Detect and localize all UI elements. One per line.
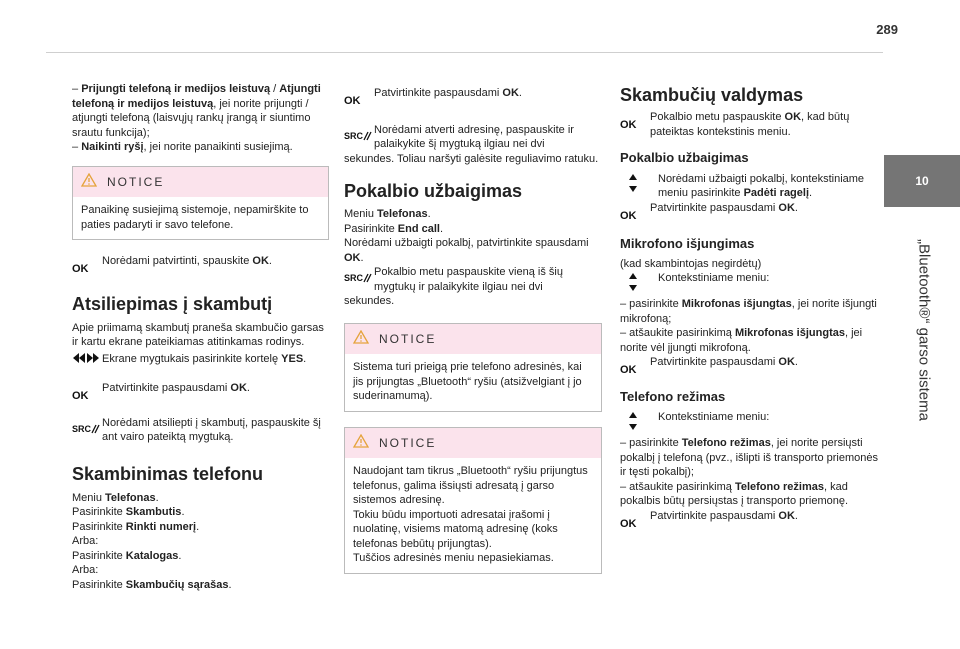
- list-item: – Prijungti telefoną ir medijos leistuvą / Atjungti telefoną ir medijos leistuvą, jei norite prijungti / atjungti telefoną (laisvųjų rankų įrangą ir siuntimo srautu funkcija);: [72, 83, 321, 139]
- call-steps: Meniu Telefonas. Pasirinkite Skambutis. Pasirinkite Rinkti numerį. Arba: Pasirinkite Katalogas. Arba: Pasirinkite Skambučių sąrašas.: [72, 491, 232, 591]
- answer-step-confirm: OK Patvirtinkite paspausdami OK.: [72, 382, 250, 402]
- warning-icon: [353, 330, 369, 349]
- arrows-left-right-icon: [72, 352, 102, 364]
- end-call-steering-continued: sekundes.: [344, 295, 395, 307]
- notice-header: [345, 428, 601, 459]
- list-item: – Naikinti ryšį, jei norite panaikinti susiejimą.: [72, 141, 293, 153]
- answer-step-steering: SRC Norėdami atsiliepti į skambutį, paspauskite šį ant vairo pateiktą mygtuką.: [72, 416, 321, 443]
- section-heading-call: Skambinimas telefonu: [72, 463, 264, 484]
- page-number: 289: [876, 22, 898, 37]
- subheading-end-call: Pokalbio užbaigimas: [620, 150, 749, 165]
- svg-text:SRC: SRC: [344, 130, 364, 141]
- end-call-steering-step: SRC Pokalbio metu paspauskite vieną iš šių mygtukų ir palaikykite ilgiau nei dvi: [344, 266, 563, 293]
- end-call-steps: Meniu Telefonas. Pasirinkite End call. Norėdami užbaigti pokalbį, patvirtinkite spausdami OK.: [344, 208, 589, 264]
- chapter-title: „Bluetooth®“ garso sistema: [915, 239, 933, 421]
- steering-wheel-src-icon: [72, 422, 102, 434]
- notice-label: NOTICE: [107, 174, 165, 189]
- contacts-step-continued: sekundes. Toliau naršyti galėsite reguliavimo ratuku.: [344, 152, 599, 165]
- ok-button-icon: OK: [620, 209, 637, 222]
- steering-wheel-src-icon: [344, 129, 374, 141]
- svg-text:SRC: SRC: [344, 273, 364, 283]
- notice-box: [344, 323, 602, 412]
- phone-mode-confirm-step: OK Patvirtinkite paspausdami OK.: [620, 509, 798, 530]
- end-call-select-step: Norėdami užbaigti pokalbį, kontekstiniame meniu pasirinkite Padėti ragelį.: [620, 172, 878, 201]
- notice-header: [345, 324, 601, 355]
- ok-button-icon: OK: [620, 119, 637, 131]
- notice-label: NOTICE: [379, 331, 437, 346]
- ok-button-icon: OK: [72, 263, 89, 275]
- notice-text: Naudojant tam tikrus „Bluetooth“ ryšiu prijungtus telefonus, galima išsiųsti adresatą į garso sistemos adresinę. Tokiu būdu importuoti adresatai įrašomi į nuolatinę, visiems matomą adresinę (koks telefonas bebūtų prijungtas). Tuščios adresinės meniu nepasiekiamas.: [353, 465, 588, 564]
- confirm-step: OK Patvirtinkite paspausdami OK.: [344, 87, 522, 107]
- column-1: [72, 80, 329, 592]
- subheading-mute-microphone: Mikrofono išjungimas: [620, 236, 755, 251]
- ok-button-icon: OK: [344, 95, 361, 107]
- chapter-number-tab: 10: [884, 155, 960, 207]
- header-divider: [46, 52, 883, 53]
- warning-icon: [353, 434, 369, 453]
- phone-mode-menu-step: Kontekstiniame meniu:: [620, 410, 878, 432]
- arrows-up-down-icon: [620, 410, 658, 432]
- notice-text: Sistema turi prieigą prie telefono adresinės, kai jis prijungtas „Bluetooth“ ryšiu (atsižvelgiant į jo suderinamumą).: [353, 361, 582, 402]
- confirm-step: OK Norėdami patvirtinti, spauskite OK.: [72, 255, 272, 275]
- answer-step-select: Ekrane mygtukais pasirinkite kortelę YES.: [72, 352, 329, 367]
- arrows-up-down-icon: [620, 271, 658, 293]
- subheading-phone-mode: Telefono režimas: [620, 388, 726, 404]
- list-item: – pasirinkite Mikrofonas išjungtas, jei norite išjungti mikrofoną;: [620, 298, 877, 325]
- svg-text:SRC: SRC: [72, 423, 92, 434]
- notice-box: [72, 166, 329, 241]
- ok-button-icon: OK: [620, 364, 637, 376]
- section-heading-manage-calls: Skambučių valdymas: [620, 85, 804, 105]
- context-menu-step: OK Pokalbio metu paspauskite OK, kad būtų pateiktas kontekstinis meniu.: [620, 111, 850, 138]
- mute-note: (kad skambintojas negirdėtų): [620, 257, 762, 270]
- list-item: – atšaukite pasirinkimą Mikrofonas išjungtas, jei norite vėl įjungti mikrofoną.: [620, 327, 863, 354]
- warning-icon: [81, 173, 97, 192]
- notice-box: [344, 427, 602, 574]
- answer-intro: Apie priimamą skambutį praneša skambučio garsas ir kartu ekrane pateikiamas atitinkamas rodinys.: [72, 321, 324, 348]
- section-heading-answer: Atsiliepimas į skambutį: [72, 293, 273, 314]
- steering-wheel-src-icon: [344, 271, 374, 283]
- arrows-up-down-icon: [620, 172, 658, 194]
- list-item: – pasirinkite Telefono režimas, jei norite persiųsti pokalbį į telefoną (pvz., išlipti iš transporto priemonės ir tęsti pokalbį);: [620, 437, 879, 478]
- mute-confirm-step: OK Patvirtinkite paspausdami OK.: [620, 356, 798, 376]
- end-call-confirm-step: OK Patvirtinkite paspausdami OK.: [620, 201, 798, 222]
- contacts-step: SRC Norėdami atverti adresinę, paspauskite ir palaikykite šį mygtuką ilgiau nei dvi: [344, 123, 574, 150]
- notice-text: Panaikinę susiejimą sistemoje, nepamirškite to paties padaryti ir savo telefone.: [81, 204, 309, 231]
- notice-header: [73, 167, 328, 198]
- ok-button-icon: OK: [620, 517, 637, 530]
- section-heading-end-call: Pokalbio užbaigimas: [344, 181, 523, 201]
- ok-button-icon: OK: [72, 390, 89, 402]
- list-item: – atšaukite pasirinkimą Telefono režimas, kad pokalbis būtų persiųstas į transporto priemonę.: [620, 480, 849, 507]
- mute-menu-step: Kontekstiniame meniu:: [620, 271, 878, 293]
- column-3: [620, 84, 878, 531]
- notice-label: NOTICE: [379, 435, 437, 450]
- column-2: [344, 86, 602, 574]
